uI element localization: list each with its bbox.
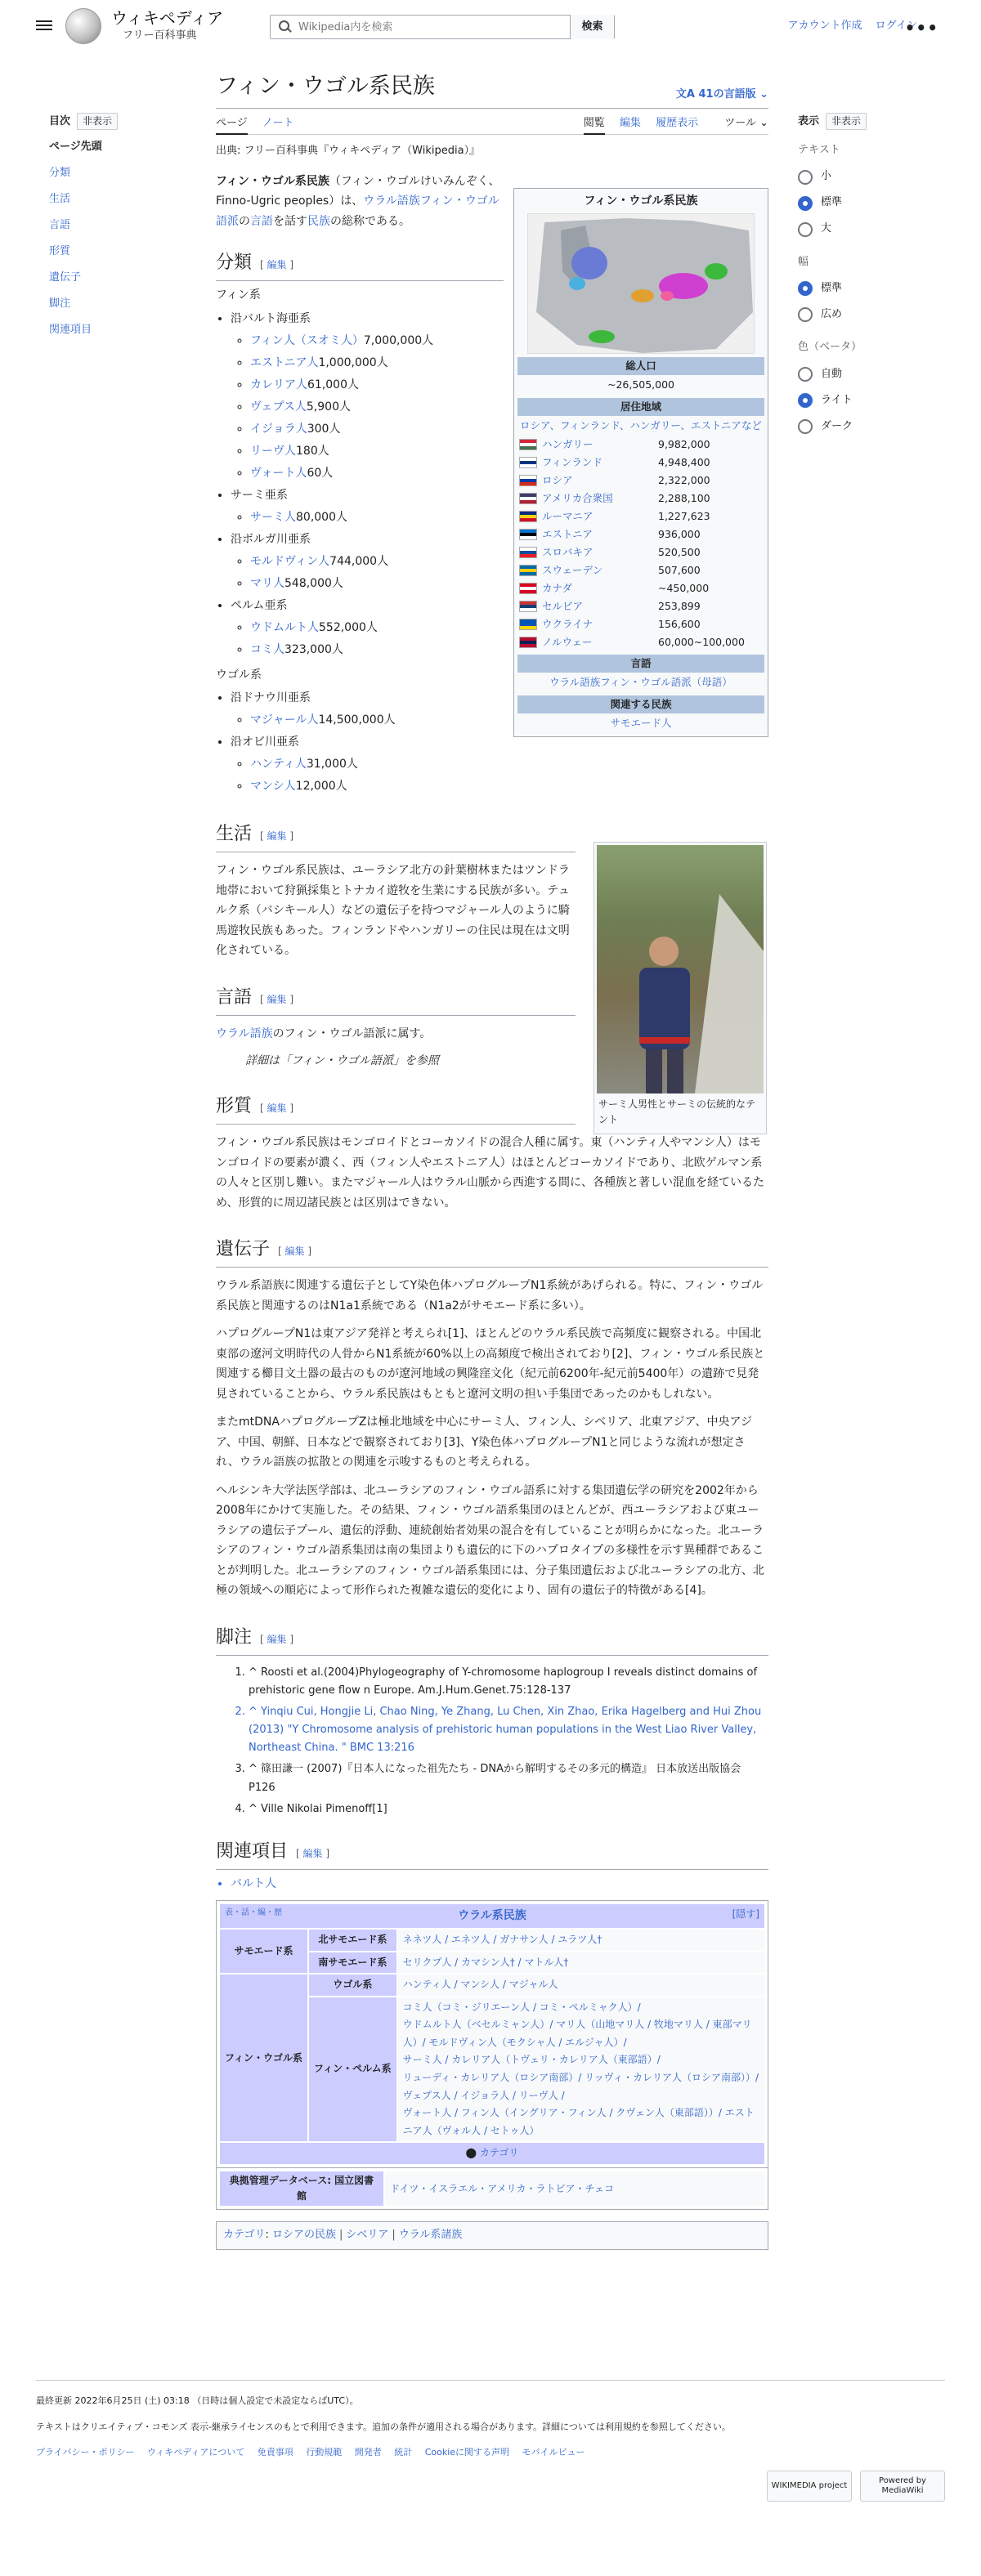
footer-link[interactable]: 行動規範: [306, 2447, 343, 2458]
reference-item: 4. ^ Ville Nikolai Pimenoff[1]: [249, 1800, 768, 1818]
login-link[interactable]: ログイン: [875, 20, 917, 32]
people-count: 323,000人: [284, 642, 343, 656]
people-link[interactable]: モルドヴィン人: [250, 554, 330, 568]
navbox-title[interactable]: ウラル系民族: [458, 1908, 526, 1922]
section-heading-life: [216, 821, 576, 852]
radio-icon: [798, 419, 813, 434]
edit-section: [ 編集 ]: [260, 1102, 294, 1115]
genetics-paragraph-4: ヘルシンキ大学法医学部は、北ユーラシアのフィン・ウゴル語系に対する集団遺伝学の研究を2002年から2008年にかけて実施した。その結果、フィン・ウゴル語系集団のほとんどが、西ユーラシアおよび東ユーラシアの遺伝子プール、遺伝的浮動、連続創始者効果の混合を有していることが明らかになった。北ユーラシアのフィン・ウゴル語系集団は南の集団よりも遺伝的に下のハプロタイプの多様性を示す異種群であることが判明した。北ユーラシアのフィン・ウゴル語系集団には、分子集団遺伝および北ユーラシアの北方、北極の領域への順応によって形作られた複雑な遺伝的変化により、固有の遺伝子的特徴がある[4]。: [216, 1483, 764, 1598]
people-count: 552,000人: [319, 620, 378, 634]
search-icon: [279, 20, 292, 34]
footer-link[interactable]: 開発者: [354, 2447, 382, 2458]
class-people-item: [250, 352, 768, 374]
footer-badges: [759, 2471, 945, 2502]
class-people-item: [250, 441, 768, 463]
link-language[interactable]: 言語: [250, 214, 273, 228]
radio-label: 小: [821, 170, 832, 183]
people-count: 548,000人: [284, 576, 343, 590]
class-people-item: [250, 709, 768, 731]
link-uralic[interactable]: ウラル語族: [363, 195, 420, 208]
class-people-list: [250, 617, 768, 661]
footer-link[interactable]: Cookieに関する声明: [424, 2447, 510, 2458]
country-name[interactable]: スロバキア: [542, 546, 594, 559]
navbox-line: コミ人（コミ・ジリエーン人 / コミ・ペルミャク人）/: [402, 2001, 641, 2013]
edit-section: [ 編集 ]: [260, 1633, 294, 1645]
people-count: 31,000人: [306, 758, 358, 771]
radio-label: 標準: [821, 281, 843, 294]
class-subfamily-list: [231, 687, 768, 798]
class-people-item: [250, 507, 768, 529]
heading-text: 生活: [216, 824, 253, 845]
class-subfamily: [231, 308, 768, 485]
create-account-link[interactable]: アカウント作成: [787, 20, 862, 32]
category-item[interactable]: ウラル系諸族: [398, 2229, 463, 2242]
country-population: 936,000: [658, 528, 701, 541]
navbox-group-samoyed: サモエード系: [220, 1930, 307, 1973]
radio-selected-icon: [798, 393, 813, 408]
people-count: 60人: [307, 466, 334, 480]
class-subfamily-label: ペルム亜系: [231, 598, 288, 612]
tab-history[interactable]: 履歴表示: [656, 117, 699, 129]
radio-label: 標準: [821, 196, 843, 209]
edit-link[interactable]: 編集: [267, 1633, 287, 1645]
country-name[interactable]: ロシア: [542, 474, 573, 487]
navbox-list[interactable]: ハンティ人 / マンシ人 / マジャル人: [398, 1974, 764, 1996]
category-icon: ⬤: [465, 2147, 480, 2159]
radio-icon: [798, 170, 813, 185]
people-link[interactable]: カレリア人: [250, 378, 307, 391]
class-subfamily: [231, 731, 768, 798]
class-people-item: [250, 463, 768, 485]
language-text: のフィン・ウゴル語派に属す。: [272, 1026, 432, 1040]
mediawiki-badge[interactable]: Powered by MediaWiki: [860, 2471, 945, 2502]
language-header: 言語: [517, 655, 764, 673]
edit-link[interactable]: 編集: [267, 259, 287, 271]
radio-label: 大: [821, 222, 832, 235]
people-link[interactable]: ハンティ人: [250, 758, 307, 771]
people-count: 300人: [307, 422, 341, 436]
people-link[interactable]: サーミ人: [250, 510, 296, 524]
tab-talk[interactable]: ノート: [262, 117, 294, 129]
authority-label: 典拠管理データベース: 国立図書館: [220, 2171, 383, 2206]
related-list: [231, 1873, 768, 1895]
category-box: カテゴリ: ロシアの民族 | シベリア | ウラル系諸族: [216, 2221, 768, 2250]
heading-text: 遺伝子: [216, 1239, 271, 1260]
country-name[interactable]: フィンランド: [542, 456, 603, 469]
class-subfamily-list: [231, 308, 768, 661]
intro-bold-term: フィン・ウゴル系民族: [216, 174, 329, 188]
class-people-item: [250, 551, 768, 573]
navbox-subgroup: 北サモエード系: [309, 1930, 396, 1951]
intro-text: （フィン・ウゴルけいみんぞく、Finno-Ugric peoples）は、: [216, 174, 500, 208]
section-heading-related: [216, 1838, 768, 1870]
link-finno-ugric[interactable]: フィン・ウゴル語派: [216, 195, 499, 228]
section-heading-language: [216, 984, 576, 1016]
edit-section: [ 編集 ]: [278, 1246, 312, 1258]
classification-list: [216, 286, 768, 798]
radio-icon: [798, 222, 813, 237]
navbox-subgroup: 南サモエード系: [309, 1952, 396, 1974]
people-count: 14,500,000人: [318, 713, 396, 727]
related-peoples-value[interactable]: サモエード人: [610, 717, 672, 730]
table-of-contents: [49, 113, 196, 348]
edit-section: [ 編集 ]: [260, 259, 294, 271]
edit-link[interactable]: 編集: [267, 1102, 287, 1115]
country-name[interactable]: ノルウェー: [542, 636, 593, 649]
link-uralic[interactable]: ウラル語族: [216, 1026, 273, 1040]
logo-wordmark[interactable]: ウィキペディア: [111, 8, 224, 28]
people-link[interactable]: リーヴ人: [250, 444, 296, 458]
navbox-list[interactable]: ネネツ人 / エネツ人 / ガナサン人 / ユラツ人†: [398, 1930, 764, 1951]
genetics-paragraph-2: ハプログループN1は東アジア発祥と考えられ[1]、ほとんどのウラル系民族で高頻度に観察される。中国北東部の遼河文明時代の人骨からN1系統が60%以上の高頻度で検出されており[2]、フィン・ウゴル系民族と関連する櫛目文土器の最古のものが遼河地域の興隆窪文化（紀元前6200年-紀元前5400年）の遺跡で見発見されていることから、ウラル系民族はもともと遼河文明の担い手集団であったのかもしれない。: [216, 1327, 765, 1401]
people-link[interactable]: ヴェプス人: [250, 400, 307, 414]
heading-text: 言語: [216, 986, 253, 1008]
personal-tools: [778, 18, 917, 35]
region-header: 居住地域: [517, 398, 764, 416]
class-people-item: [250, 639, 768, 661]
genetics-paragraph-1: ウラル系語族に関連する遺伝子としてY染色体ハプログループN1系統があげられる。特に、フィン・ウゴル系民族と関連するのはN1a1系統である（N1a2がサモエード系に多い）。: [216, 1279, 764, 1313]
footer-links: [36, 2445, 945, 2460]
genetics-paragraph-3: またmtDNAハプログループZは極北地域を中心にサーミ人、フィン人、シベリア、北東アジア、中央アジア、中国、朝鮮、日本などで観察されており[3]、Y染色体ハプログループN1と同じような流れが想定され、ウラル語族の拡散との関連を示唆するものと考えられる。: [216, 1415, 752, 1469]
authority-control: [216, 2168, 768, 2210]
people-link[interactable]: イジョラ人: [250, 422, 307, 436]
class-family-label: フィン系: [216, 288, 261, 302]
navbox-line: サーミ人 / カレリア人（トヴェリ・カレリア人（東部語）/: [402, 2054, 661, 2066]
country-name[interactable]: エストニア: [542, 528, 594, 541]
people-count: 5,900人: [306, 400, 351, 414]
country-population: 156,600: [658, 618, 701, 631]
appearance-panel: [798, 113, 945, 440]
class-subfamily: [231, 485, 768, 529]
page-title: [216, 70, 768, 109]
color-label: 色（ベータ）: [798, 341, 862, 354]
radio-label: 広め: [821, 307, 843, 320]
width-wide[interactable]: [798, 302, 945, 328]
class-subfamily-label: 沿ボルガ川亜系: [231, 532, 311, 546]
navbox-subgroup: フィン・ペルム系: [309, 1997, 396, 2142]
footer-link[interactable]: 統計: [394, 2447, 413, 2458]
footer-link[interactable]: ウィキペディアについて: [146, 2447, 245, 2458]
appearance-title: 表示: [798, 115, 820, 127]
country-name[interactable]: アメリカ合衆国: [542, 492, 613, 505]
wikipedia-logo-icon[interactable]: [65, 8, 101, 44]
country-population: ~450,000: [658, 582, 710, 595]
edit-link[interactable]: 編集: [267, 830, 287, 843]
tab-edit[interactable]: 編集: [619, 117, 641, 129]
tab-tools-label: ツール: [724, 117, 756, 129]
class-people-list: [250, 754, 768, 798]
toc-item-related[interactable]: 関連項目: [49, 323, 92, 336]
class-subfamily: [231, 529, 768, 595]
section-heading-notes: [216, 1624, 768, 1656]
wikimedia-badge[interactable]: WIKIMEDIA project: [767, 2471, 852, 2502]
edit-link[interactable]: 編集: [302, 1847, 323, 1859]
class-people-item: [250, 754, 768, 776]
toc-hide-button[interactable]: 非表示: [77, 113, 118, 130]
reference-item: 1. ^ Roosti et al.(2004)Phylogeography of Y-chromosome haplogroup I reveals distinct domains of prehistoric gene flow n Europe. Am.J.Hum.Genet.75:128-137: [249, 1664, 768, 1700]
last-updated: 最終更新 2022年6月25日 (土) 03:18 （日時は個人設定で未設定ならばUTC）。: [36, 2395, 359, 2406]
intro-text: の総称である。: [330, 214, 410, 228]
class-people-list: [250, 709, 768, 731]
country-population: 507,600: [658, 564, 701, 577]
people-count: 7,000,000人: [363, 333, 434, 347]
heading-text: 形質: [216, 1096, 253, 1117]
page-tabs: [216, 109, 768, 135]
color-auto[interactable]: [798, 361, 945, 387]
traits-paragraph: フィン・ウゴル系民族はモンゴロイドとコーカソイドの混合人種に属す。東（ハンティ人やマンシ人）はモンゴロイドの要素が濃く、西（フィン人やエストニア人）はほとんどコーカソイドであり、北欧ゲルマン系の人々と区別し難い。またマジャール人はウラル山脈から西進する間に、各種族と著しい混血を経ているため、形質的に周辺諸民族とは区別はできない。: [216, 1136, 765, 1210]
country-population: 253,899: [658, 600, 701, 613]
page-footer: [36, 2380, 945, 2495]
country-population: 2,288,100: [658, 492, 710, 505]
see-also-note: 詳細は「フィン・ウゴル語派」を参照: [245, 1054, 439, 1068]
navbox-hide-button[interactable]: [隠す]: [732, 1907, 759, 1920]
source-note: 出典: フリー百科事典『ウィキペディア（Wikipedia）』: [216, 145, 481, 157]
radio-icon: [798, 307, 813, 322]
people-count: 180人: [296, 444, 329, 458]
class-people-item: [250, 374, 768, 396]
navbox-title-row: [220, 1904, 764, 1928]
text-size-standard[interactable]: [798, 190, 945, 217]
class-subfamily: [231, 687, 768, 731]
country-population: 4,948,400: [658, 456, 710, 469]
section-heading-genetics: [216, 1236, 768, 1268]
navbox-subgroup: ウゴル系: [309, 1974, 396, 1996]
navbox-uralic: [216, 1900, 768, 2168]
toc-item-top[interactable]: ページ先頭: [49, 140, 102, 153]
color-dark[interactable]: [798, 414, 945, 440]
edit-section: [ 編集 ]: [260, 993, 294, 1005]
menu-icon[interactable]: [36, 18, 52, 33]
country-name[interactable]: ハンガリー: [542, 438, 594, 451]
related-item[interactable]: • バルト人: [231, 1873, 768, 1895]
toc-item-language[interactable]: 言語: [49, 218, 71, 231]
footer-link[interactable]: モバイルビュー: [522, 2447, 585, 2458]
class-people-item: [250, 418, 768, 441]
country-name[interactable]: カナダ: [542, 582, 572, 595]
radio-icon: [798, 367, 813, 382]
heading-text: 分類: [216, 253, 253, 274]
class-people-item: [250, 396, 768, 418]
language-button[interactable]: 文A 41の言語版 ⌄: [675, 88, 768, 101]
category-item[interactable]: シベリア: [346, 2229, 389, 2242]
photo-caption: サーミ人男性とサーミの伝統的なテント: [598, 1098, 756, 1126]
people-count: 744,000人: [329, 554, 389, 568]
class-people-item: [250, 330, 768, 352]
class-people-item: [250, 573, 768, 595]
navbox-category-row: [220, 2143, 764, 2164]
navbox-group-finno-ugric: フィン・ウゴル系: [220, 1974, 307, 2141]
tab-read[interactable]: 閲覧: [584, 117, 605, 135]
edit-link[interactable]: 編集: [267, 993, 287, 1005]
related-peoples-header: 関連する民族: [517, 695, 764, 713]
country-population: 2,322,000: [658, 474, 710, 487]
color-light[interactable]: [798, 387, 945, 414]
section-heading-classification: [216, 249, 504, 281]
category-item[interactable]: ロシアの民族: [272, 2229, 337, 2242]
radio-selected-icon: [798, 281, 813, 296]
people-link[interactable]: コミ人: [250, 642, 284, 656]
search-button[interactable]: 検索: [570, 15, 614, 39]
more-options-icon[interactable]: •••: [904, 18, 938, 38]
country-population: 60,000~100,000: [658, 636, 745, 649]
search-box: [270, 15, 615, 39]
authority-links[interactable]: ドイツ・イスラエル・アメリカ・ラトビア・チェコ: [385, 2171, 764, 2206]
page-title-text: フィン・ウゴル系民族: [216, 74, 435, 99]
tab-tools[interactable]: ツール ⌄: [724, 117, 768, 129]
references-list: [249, 1664, 768, 1818]
class-people-list: [250, 507, 768, 529]
toc-item-notes[interactable]: 脚注: [49, 297, 71, 310]
toc-item-genetics[interactable]: 遺伝子: [49, 271, 82, 284]
appearance-hide-button[interactable]: 非表示: [826, 113, 867, 130]
class-people-list: [250, 330, 768, 485]
navbox-list-finnperm[interactable]: [398, 1997, 764, 2142]
class-people-item: [250, 617, 768, 639]
people-count: 12,000人: [295, 780, 347, 794]
edit-section: [ 編集 ]: [260, 830, 294, 843]
footer-link[interactable]: 免責事項: [257, 2447, 293, 2458]
people-link[interactable]: ウドムルト人: [250, 620, 319, 634]
class-people-item: [250, 776, 768, 798]
people-count: 1,000,000人: [318, 356, 388, 369]
license-text: テキストはクリエイティブ・コモンズ 表示-継承ライセンスのもとで利用できます。追加の条件が適用される場合があります。詳細については利用規約を参照してください。: [36, 2421, 731, 2432]
class-people-list: [250, 551, 768, 595]
text-size-small[interactable]: [798, 164, 945, 190]
people-link[interactable]: マンシ人: [250, 780, 296, 794]
heading-text: 脚注: [216, 1626, 253, 1648]
heading-text: 関連項目: [216, 1840, 289, 1862]
class-subfamily: [231, 595, 768, 661]
class-subfamily-label: サーミ亜系: [231, 488, 288, 502]
link-ethnic[interactable]: 民族: [307, 214, 330, 228]
class-subfamily-label: 沿ドナウ川亜系: [231, 691, 311, 705]
navbox-vte[interactable]: 表・話・編・歴: [225, 1907, 282, 1917]
intro-text: の: [239, 214, 250, 228]
navbox-line: リューディ・カレリア人（ロシア南部）/ リッヴィ・カレリア人（ロシア南部））/ ヴェプス人 / イジョラ人 / リーヴ人 /: [402, 2072, 759, 2101]
radio-selected-icon: [798, 196, 813, 211]
country-population: 520,500: [658, 546, 701, 559]
edit-section: [ 編集 ]: [296, 1847, 330, 1859]
reference-item[interactable]: 2. ^ Yinqiu Cui, Hongjie Li, Chao Ning, Ye Zhang, Lu Chen, Xin Zhao, Erika Hagelberg and Hui Zhou (2013) "Y Chromosome analysis of prehistoric human populations in the West Liao River Valley, Northeast China. " BMC 13:216: [249, 1703, 768, 1757]
class-family-label: ウゴル系: [216, 668, 262, 682]
language-button-label: 41の言語版: [698, 88, 756, 101]
people-link[interactable]: ヴォート人: [250, 466, 307, 480]
edit-link[interactable]: 編集: [284, 1246, 305, 1258]
region-value[interactable]: ロシア、フィンランド、ハンガリー、エストニアなど: [520, 419, 762, 432]
country-name[interactable]: ウクライナ: [542, 618, 594, 631]
people-link[interactable]: マリ人: [250, 576, 284, 590]
life-paragraph: フィン・ウゴル系民族は、ユーラシア北方の針葉樹林またはツンドラ地帯において狩猟採集とトナカイ遊牧を生業にする民族が多い。テュルク系（バシキール人）などの遺伝子を持つマジャール人のように騎馬遊牧民族もあった。フィンランドやハンガリーの住民は現在は文明化されている。: [216, 864, 570, 958]
toc-item-classification[interactable]: 分類: [49, 166, 71, 179]
site-header: [0, 0, 981, 54]
navbox-list[interactable]: セリクプ人 / カマシン人† / マトル人†: [398, 1952, 764, 1974]
intro-text: を話す: [273, 214, 307, 228]
people-link[interactable]: マジャール人: [250, 713, 319, 727]
infobox-caption: フィン・ウゴル系民族: [584, 195, 698, 208]
width-standard[interactable]: [798, 275, 945, 302]
country-name[interactable]: セルビア: [542, 600, 584, 613]
country-name[interactable]: スウェーデン: [542, 564, 603, 577]
main-content: [216, 70, 768, 2250]
radio-label: ダーク: [821, 419, 853, 432]
category-label[interactable]: カテゴリ: [223, 2229, 266, 2242]
people-count: 80,000人: [296, 510, 347, 524]
reference-item: 3. ^ 篠田謙一 (2007)『日本人になった祖先たち - DNAから解明するその多元的構造』 日本放送出版協会 P126: [249, 1760, 768, 1796]
navbox-category-link[interactable]: カテゴリ: [479, 2147, 519, 2159]
text-size-label: テキスト: [798, 143, 840, 156]
toc-item-traits[interactable]: 形質: [49, 244, 71, 257]
footer-link[interactable]: プライバシー・ポリシー: [36, 2447, 135, 2458]
navbox-line: ウドムルト人（ベセルミャン人）/ マリ人（山地マリ人 / 牧地マリ人 / 東部マリ人）/ モルドヴィン人（モクシャ人 / エルジャ人）/: [402, 2019, 752, 2048]
total-population-header: 総人口: [517, 357, 764, 375]
radio-label: ライト: [821, 393, 853, 406]
tab-page[interactable]: ページ: [216, 117, 248, 135]
people-link[interactable]: フィン人（スオミ人）: [250, 333, 364, 347]
text-size-large[interactable]: [798, 217, 945, 243]
language-value[interactable]: ウラル語族フィン・ウゴル語派（母語）: [549, 676, 732, 689]
section-heading-traits: [216, 1093, 576, 1125]
country-name[interactable]: ルーマニア: [542, 510, 594, 523]
width-label: 幅: [798, 255, 809, 268]
language-paragraph: [216, 1024, 768, 1044]
total-population-value: ~26,505,000: [607, 378, 675, 391]
navbox-line: ヴォート人 / フィン人（イングリア・フィン人 / クヴェン人（東部語））/ エストニア人（ヴォル人 / セトゥ人）: [402, 2107, 755, 2136]
class-subfamily-label: 沿バルト海亜系: [231, 311, 311, 325]
people-count: 61,000人: [307, 378, 359, 391]
radio-label: 自動: [821, 367, 843, 380]
class-subfamily-label: 沿オビ川亜系: [231, 736, 299, 749]
country-population: 1,227,623: [658, 510, 710, 523]
toc-item-life[interactable]: 生活: [49, 192, 71, 205]
search-input[interactable]: [298, 16, 570, 38]
people-link[interactable]: エストニア人: [250, 356, 319, 369]
intro-paragraph: [216, 172, 504, 232]
country-population: 9,982,000: [658, 438, 710, 451]
logo-tagline: フリー百科事典: [123, 29, 197, 42]
toc-title: 目次: [49, 115, 71, 127]
